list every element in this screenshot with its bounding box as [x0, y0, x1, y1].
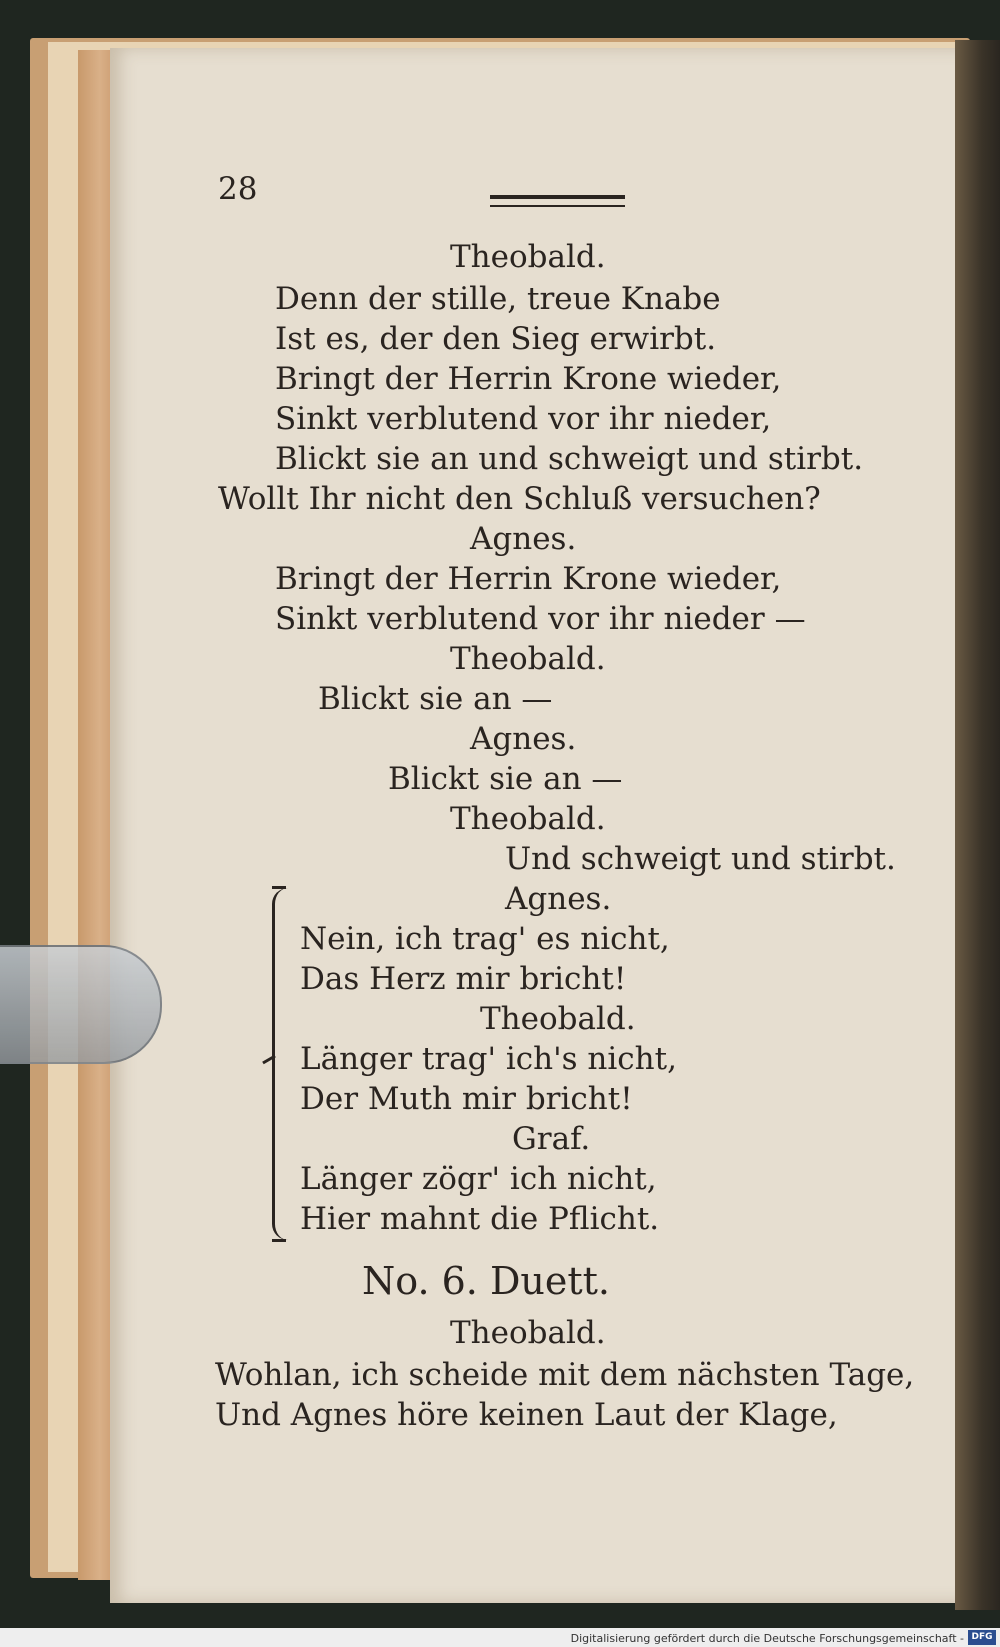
- verse-line: Bringt der Herrin Krone wieder,: [275, 361, 782, 397]
- footer-credit: Digitalisierung gefördert durch die Deutsche Forschungsgemeinschaft -: [570, 1632, 964, 1645]
- page-number: 28: [218, 171, 258, 207]
- verse-line: Und Agnes höre keinen Laut der Klage,: [215, 1397, 838, 1433]
- speaker-heading: Theobald.: [450, 239, 606, 275]
- verse-line: Länger zögr' ich nicht,: [300, 1161, 657, 1197]
- ensemble-brace: [272, 888, 298, 1240]
- dfg-logo: DFG: [968, 1630, 996, 1645]
- binding-shadow: [955, 40, 1000, 1610]
- section-title: No. 6. Duett.: [362, 1259, 611, 1303]
- verse-line: Der Muth mir bricht!: [300, 1081, 633, 1117]
- speaker-heading: Theobald.: [450, 1315, 606, 1351]
- verse-line: Denn der stille, treue Knabe: [275, 281, 721, 317]
- verse-line: Blickt sie an —: [318, 681, 553, 717]
- speaker-heading: Agnes.: [470, 721, 577, 757]
- verse-line: Sinkt verblutend vor ihr nieder —: [275, 601, 806, 637]
- verse-line: Bringt der Herrin Krone wieder,: [275, 561, 782, 597]
- verse-line: Ist es, der den Sieg erwirbt.: [275, 321, 717, 357]
- speaker-heading: Agnes.: [470, 521, 577, 557]
- speaker-heading: Agnes.: [505, 881, 612, 917]
- verse-line: Hier mahnt die Pflicht.: [300, 1201, 660, 1237]
- verse-line: Nein, ich trag' es nicht,: [300, 921, 670, 957]
- verse-line: Und schweigt und stirbt.: [505, 841, 896, 877]
- verse-line: Blickt sie an —: [388, 761, 623, 797]
- verse-line: Wohlan, ich scheide mit dem nächsten Tage,: [215, 1357, 915, 1393]
- speaker-heading: Theobald.: [450, 801, 606, 837]
- verse-line: Wollt Ihr nicht den Schluß versuchen?: [218, 481, 821, 517]
- verse-line: Das Herz mir bricht!: [300, 961, 627, 997]
- speaker-heading: Theobald.: [480, 1001, 636, 1037]
- verse-line: Sinkt verblutend vor ihr nieder,: [275, 401, 772, 437]
- page-holder-clip: [0, 945, 162, 1064]
- speaker-heading: Theobald.: [450, 641, 606, 677]
- speaker-heading: Graf.: [512, 1121, 591, 1157]
- verse-line: Länger trag' ich's nicht,: [300, 1041, 677, 1077]
- header-rule: [490, 195, 625, 207]
- verse-line: Blickt sie an und schweigt und stirbt.: [275, 441, 864, 477]
